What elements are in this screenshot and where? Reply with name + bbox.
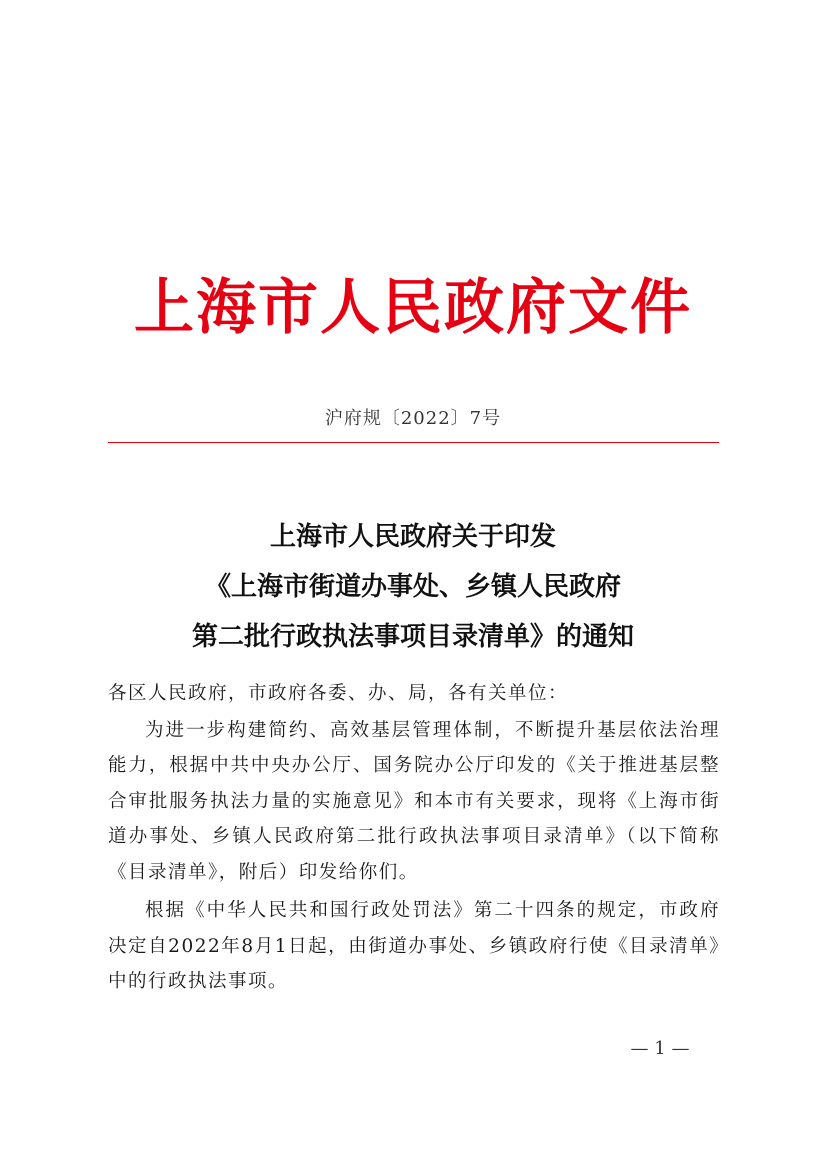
page-number: — 1 — (630, 1038, 690, 1059)
document-masthead: 上海市人民政府文件 (134, 273, 692, 343)
notice-title-line-3: 第二批行政执法事项目录清单》的通知 (191, 622, 634, 652)
salutation: 各区人民政府，市政府各委、办、局，各有关单位： (108, 683, 569, 704)
body-paragraph-2: 根据《中华人民共和国行政处罚法》第二十四条的规定，市政府决定自2022年8月1日起，由街道办事处、乡镇政府行使《目录清单》中的行政执法事项。 (108, 900, 720, 992)
red-divider-line (108, 442, 719, 443)
body-paragraph-1: 为进一步构建简约、高效基层管理体制，不断提升基层依法治理能力，根据中共中央办公厅、国务院办公厅印发的《关于推进基层整合审批服务执法力量的实施意见》和本市有关要求，现将《上海市街道办事处、乡镇人民政府第二批行政执法事项目录清单》（以下简称《目录清单》，附后）印发给你们。 (108, 719, 720, 883)
notice-title (0, 512, 826, 662)
notice-title-line-2: 《上海市街道办事处、乡镇人民政府 (204, 572, 621, 602)
notice-title-line-1: 上海市人民政府关于印发 (269, 522, 556, 552)
document-number: 沪府规〔2022〕7号 (324, 408, 502, 429)
notice-body (108, 676, 720, 1000)
